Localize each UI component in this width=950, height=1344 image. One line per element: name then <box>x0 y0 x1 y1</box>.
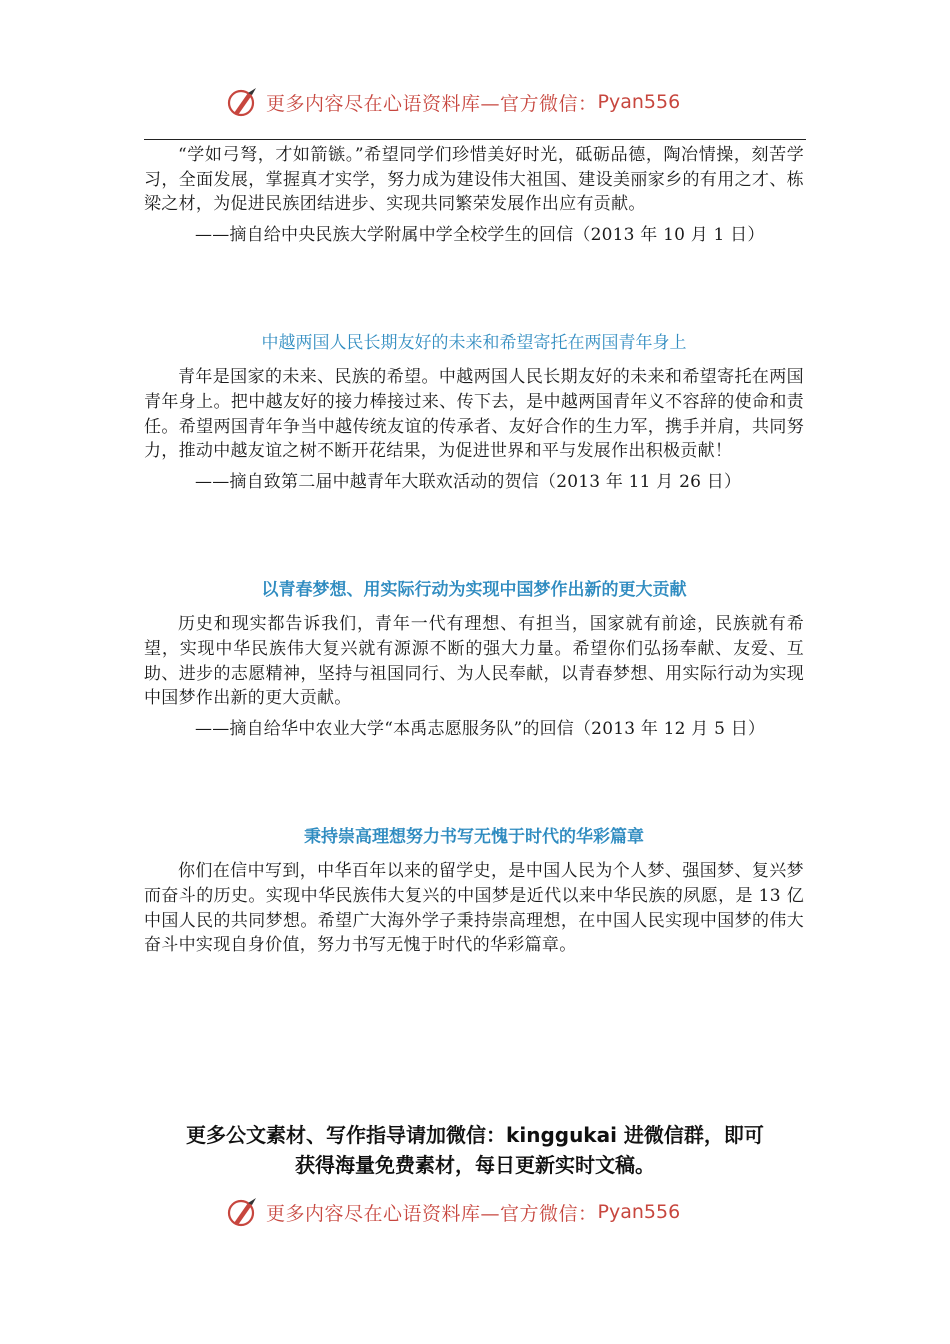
header-divider <box>144 139 806 140</box>
pen-logo-icon <box>226 1195 260 1229</box>
section-source: ——摘自给华中农业大学“本禹志愿服务队”的回信（2013 年 12 月 5 日） <box>195 718 766 739</box>
section-heading: 秉持崇高理想努力书写无愧于时代的华彩篇章 <box>304 827 644 848</box>
section-paragraph: 你们在信中写到，中华百年以来的留学史，是中国人民为个人梦、强国梦、复兴梦而奋斗的历史。实现中华民族伟大复兴的中国梦是近代以来中华民族的夙愿，是 13 亿中国人民的共同梦想。希望广大海外学子秉持崇高理想，在中国人民实现中国梦的伟大奋斗中实现自身价值，努力书写无愧于时代的华彩篇章。 <box>144 861 804 956</box>
section-paragraph: 青年是国家的未来、民族的希望。中越两国人民长期友好的未来和希望寄托在两国青年身上。把中越友好的接力棒接过来、传下去，是中越两国青年义不容辞的使命和责任。希望两国青年争当中越传统友谊的传承者、友好合作的生力军，携手并肩，共同努力，推动中越友谊之树不断开花结果，为促进世界和平与发展作出积极贡献！ <box>144 367 804 462</box>
section-source: ——摘自给中央民族大学附属中学全校学生的回信（2013 年 10 月 1 日） <box>195 224 765 245</box>
section-heading: 以青春梦想、用实际行动为实现中国梦作出新的更大贡献 <box>261 580 687 601</box>
main-content <box>144 143 804 958</box>
promo-notice <box>144 1120 806 1180</box>
section-heading: 中越两国人民长期友好的未来和希望寄托在两国青年身上 <box>261 333 687 354</box>
promo-notice-line: 更多公文素材、写作指导请加微信：kinggukai 进微信群，即可 <box>186 1123 764 1147</box>
section-paragraph: 历史和现实都告诉我们，青年一代有理想、有担当，国家就有前途，民族就有希望，实现中华民族伟大复兴就有源源不断的强大力量。希望你们弘扬奉献、友爱、互助、进步的志愿精神，坚持与祖国同行、为人民奉献，以青春梦想、用实际行动为实现中国梦作出新的更大贡献。 <box>144 614 804 709</box>
pen-logo-icon <box>226 85 260 119</box>
banner-account: Pyan556 <box>597 91 681 113</box>
promo-notice-line: 获得海量免费素材，每日更新实时文稿。 <box>295 1153 655 1177</box>
banner-text: 更多内容尽在心语资料库—官方微信： <box>266 92 598 115</box>
banner-text: 更多内容尽在心语资料库—官方微信： <box>266 1202 598 1225</box>
header-banner <box>226 84 746 120</box>
footer-banner <box>226 1194 746 1230</box>
banner-account: Pyan556 <box>597 1201 681 1223</box>
section-paragraph: “学如弓弩，才如箭镞。”希望同学们珍惜美好时光，砥砺品德，陶冶情操，刻苦学习，全面发展，掌握真才实学，努力成为建设伟大祖国、建设美丽家乡的有用之才、栋梁之材，为促进民族团结进步、实现共同繁荣发展作出应有贡献。 <box>144 145 804 215</box>
section-source: ——摘自致第二届中越青年大联欢活动的贺信（2013 年 11 月 26 日） <box>195 471 742 492</box>
